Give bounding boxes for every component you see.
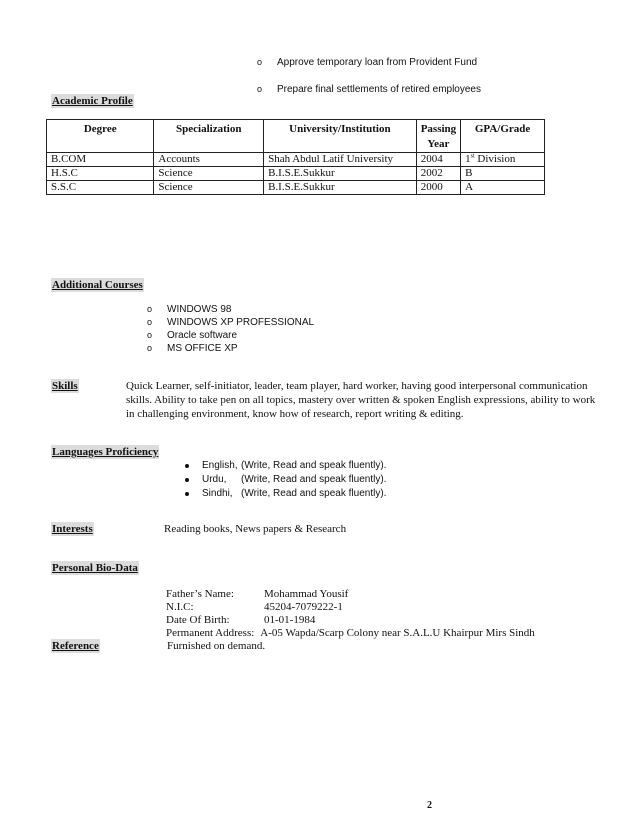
bio-row-dob bbox=[166, 614, 535, 627]
reference-text: Furnished on demand. bbox=[167, 640, 266, 652]
additional-courses-heading: Additional Courses bbox=[52, 279, 143, 291]
table-header-row bbox=[47, 120, 545, 153]
courses-list bbox=[147, 303, 314, 355]
languages-heading: Languages Proficiency bbox=[52, 446, 159, 458]
academic-table bbox=[46, 119, 545, 195]
column-header-grade: GPA/Grade bbox=[461, 120, 545, 153]
cell-year: 2004 bbox=[416, 153, 460, 167]
cell-year: 2000 bbox=[416, 181, 460, 195]
cell-institution: B.I.S.E.Sukkur bbox=[264, 181, 417, 195]
list-item: Urdu, (Write, Read and speak fluently). bbox=[183, 473, 386, 487]
duties-list bbox=[257, 56, 477, 69]
bio-value: 45204-7079222-1 bbox=[264, 601, 343, 613]
column-header-institution: University/Institution bbox=[264, 120, 417, 153]
list-item: o MS OFFICE XP bbox=[147, 342, 314, 355]
table-row bbox=[47, 167, 545, 181]
skills-heading: Skills bbox=[52, 380, 78, 392]
cell-degree: H.S.C bbox=[47, 167, 154, 181]
cell-year: 2002 bbox=[416, 167, 460, 181]
cell-degree: S.S.C bbox=[47, 181, 154, 195]
list-item: o WINDOWS 98 bbox=[147, 303, 314, 316]
bio-label: Father’s Name: bbox=[166, 588, 234, 600]
cell-institution: B.I.S.E.Sukkur bbox=[264, 167, 417, 181]
bio-value: 01-01-1984 bbox=[264, 614, 316, 626]
column-header-degree: Degree bbox=[47, 120, 154, 153]
list-item: o Prepare final settlements of retired employees bbox=[257, 83, 481, 96]
list-item: o Oracle software bbox=[147, 329, 314, 342]
cell-grade: A bbox=[461, 181, 545, 195]
list-item: o WINDOWS XP PROFESSIONAL bbox=[147, 316, 314, 329]
bio-row-nic bbox=[166, 601, 535, 614]
cell-degree: B.COM bbox=[47, 153, 154, 167]
list-item: o Approve temporary loan from Provident Fund bbox=[257, 56, 477, 69]
duties-list-2 bbox=[257, 83, 481, 96]
cell-specialization: Accounts bbox=[154, 153, 264, 167]
bio-row-father bbox=[166, 588, 535, 601]
bio-data-block bbox=[166, 588, 535, 640]
languages-list bbox=[183, 459, 386, 501]
column-header-specialization: Specialization bbox=[154, 120, 264, 153]
cell-grade: B bbox=[461, 167, 545, 181]
table-row bbox=[47, 153, 545, 167]
bio-data-heading: Personal Bio-Data bbox=[52, 562, 138, 574]
reference-heading: Reference bbox=[52, 640, 99, 652]
list-item: English, (Write, Read and speak fluently). bbox=[183, 459, 386, 473]
academic-profile-heading: Academic Profile bbox=[52, 95, 133, 107]
bio-label: Date Of Birth: bbox=[166, 614, 230, 626]
cell-specialization: Science bbox=[154, 167, 264, 181]
cell-institution: Shah Abdul Latif University bbox=[264, 153, 417, 167]
skills-text: Quick Learner, self-initiator, leader, team player, hard worker, having good interpersonal communication skills. Ability to take pen on all topics, mastery over written & spoken English expressions, ability to work in challenging environment, know how of research, report writing & editing. bbox=[126, 380, 596, 420]
bio-label: Permanent Address: bbox=[166, 627, 255, 639]
list-item: Sindhi, (Write, Read and speak fluently). bbox=[183, 487, 386, 501]
table-row bbox=[47, 181, 545, 195]
bio-value: Mohammad Yousif bbox=[264, 588, 349, 600]
interests-heading: Interests bbox=[52, 523, 93, 535]
cell-specialization: Science bbox=[154, 181, 264, 195]
bio-label: N.I.C: bbox=[166, 601, 194, 613]
column-header-year: Passing Year bbox=[416, 120, 460, 153]
interests-text: Reading books, News papers & Research bbox=[164, 523, 347, 535]
cell-grade: 1st Division bbox=[461, 153, 545, 167]
page-number: 2 bbox=[427, 800, 432, 811]
bio-value: A-05 Wapda/Scarp Colony near S.A.L.U Khairpur Mirs Sindh bbox=[260, 627, 535, 639]
